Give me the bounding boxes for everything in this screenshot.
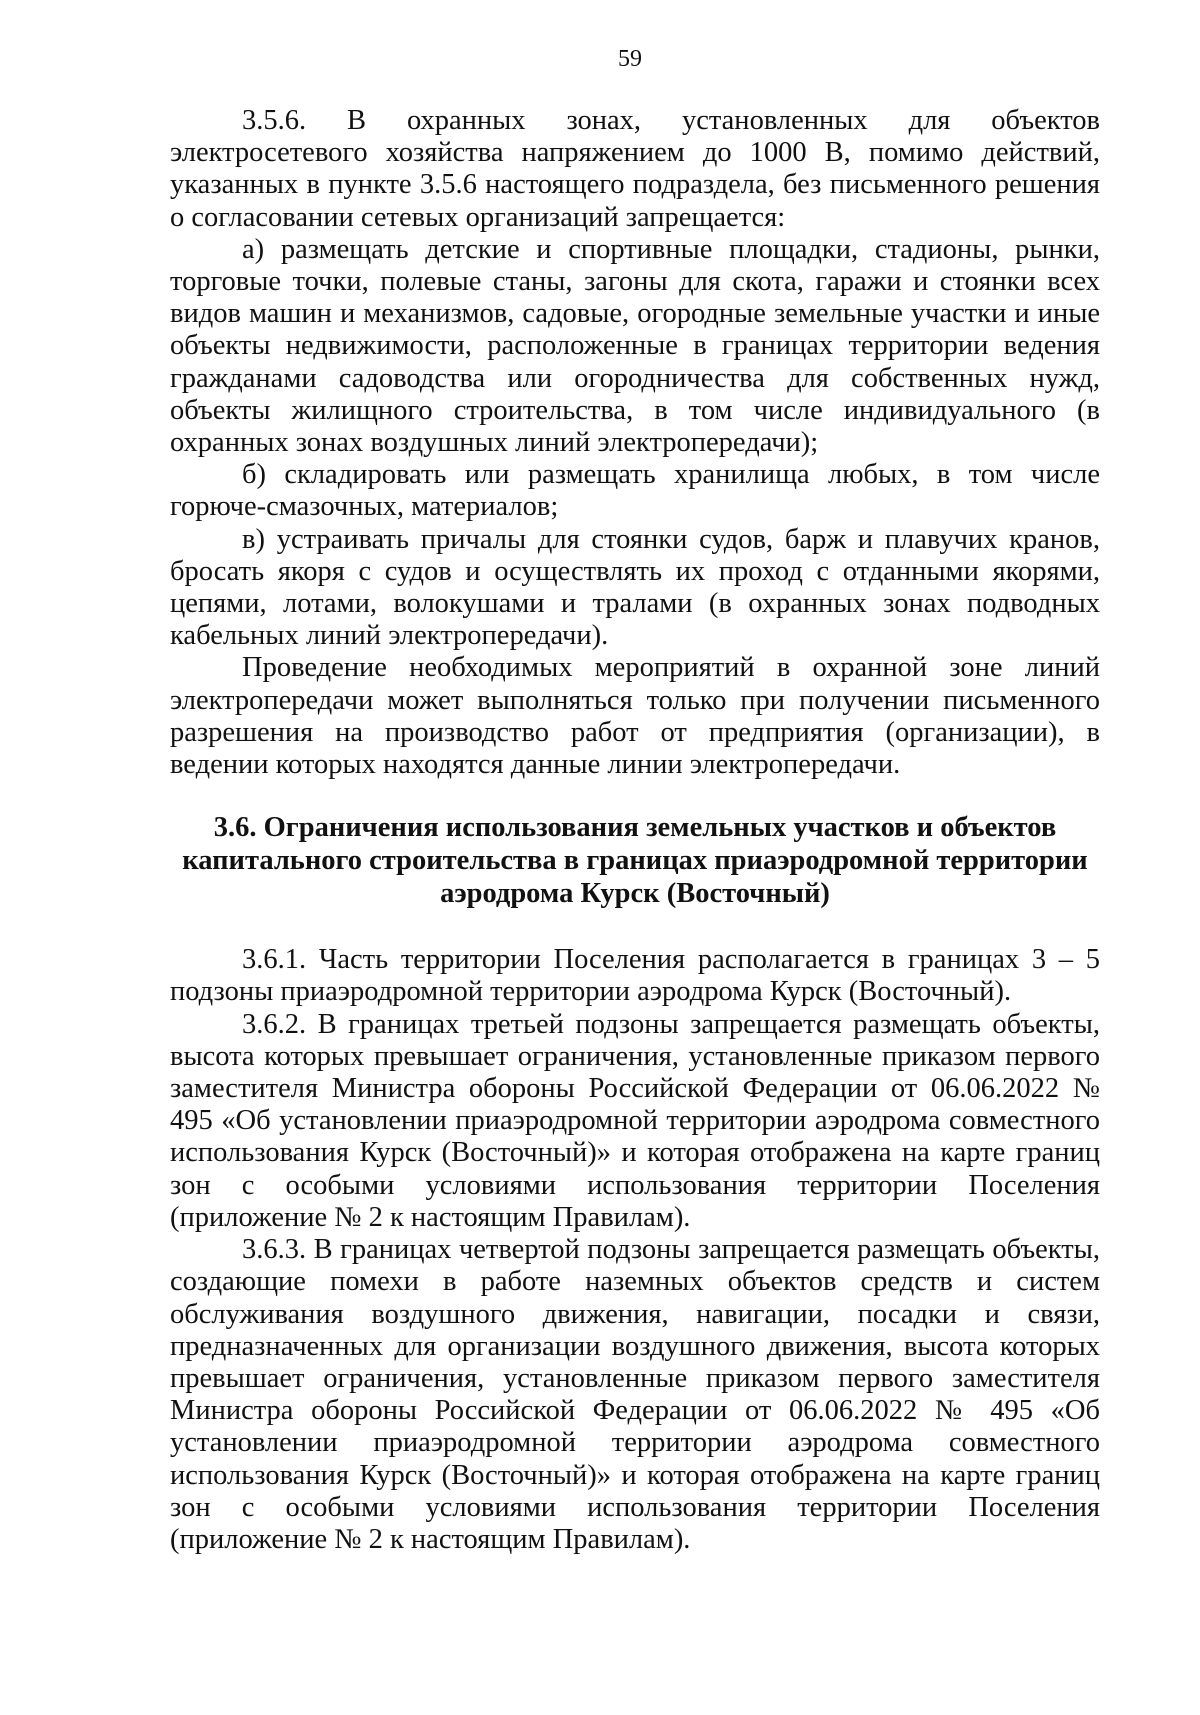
paragraph-3-6-3: 3.6.3. В границах четвертой подзоны запрещается размещать объекты, создающие помехи в работе наземных объектов средств и систем обслуживания воздушного движения, навигации, посадки и связи, предназначенных для организации воздушного движения, высота которых превышает ограничения, установленные приказом первого заместителя Министра обороны Российской Федерации от 06.06.2022 № 495 «Об установлении приаэродромной территории аэродрома совместного использования Курск (Восточный)» и которая отображена на карте границ зон с особыми условиями использования территории Поселения (приложение № 2 к настоящим Правилам). [170, 1234, 1100, 1555]
list-item-b: б) складировать или размещать хранилища любых, в том числе горюче-смазочных, материалов; [170, 459, 1100, 523]
heading-line: 3.6. Ограничения использования земельных участков и объектов [213, 812, 1057, 844]
heading-line: капитального строительства в границах приаэродромной территории [182, 845, 1088, 877]
list-item-v: в) устраивать причалы для стоянки судов, барж и плавучих кранов, бросать якоря с судов и осуществлять их проход с отданными якорями, цепями, лотами, волокушами и тралами (в охранных зонах подводных кабельных линий электропередачи). [170, 523, 1100, 652]
section-heading-3-6 [170, 811, 1100, 910]
list-item-a: а) размещать детские и спортивные площадки, стадионы, рынки, торговые точки, полевые станы, загоны для скота, гаражи и стоянки всех видов машин и механизмов, садовые, огородные земельные участки и иные объекты недвижимости, расположенные в границах территории ведения гражданами садоводства или огородничества для собственных нужд, объекты жилищного строительства, в том числе индивидуального (в охранных зонах воздушных линий электропередачи); [170, 233, 1100, 459]
paragraph-3-6-1: 3.6.1. Часть территории Поселения располагается в границах 3 – 5 подзоны приаэродромной территории аэродрома Курск (Восточный). [170, 944, 1100, 1008]
heading-line: аэродрома Курск (Восточный) [440, 878, 830, 910]
paragraph-3-6-2: 3.6.2. В границах третьей подзоны запрещается размещать объекты, высота которых превышает ограничения, установленные приказом первого заместителя Министра обороны Российской Федерации от 06.06.2022 № 495 «Об установлении приаэродромной территории аэродрома совместного использования Курск (Восточный)» и которая отображена на карте границ зон с особыми условиями использования территории Поселения (приложение № 2 к настоящим Правилам). [170, 1008, 1100, 1233]
document-body [170, 105, 1100, 1556]
paragraph-permission: Проведение необходимых мероприятий в охранной зоне линий электропередачи может выполняться только при получении письменного разрешения на производство работ от предприятия (организации), в ведении которых находятся данные линии электропередачи. [170, 652, 1100, 781]
page-number: 59 [618, 46, 642, 72]
paragraph-3-5-6: 3.5.6. В охранных зонах, установленных для объектов электросетевого хозяйства напряжением до 1000 В, помимо действий, указанных в пункте 3.5.6 настоящего подраздела, без письменного решения о согласовании сетевых организаций запрещается: [170, 105, 1100, 233]
